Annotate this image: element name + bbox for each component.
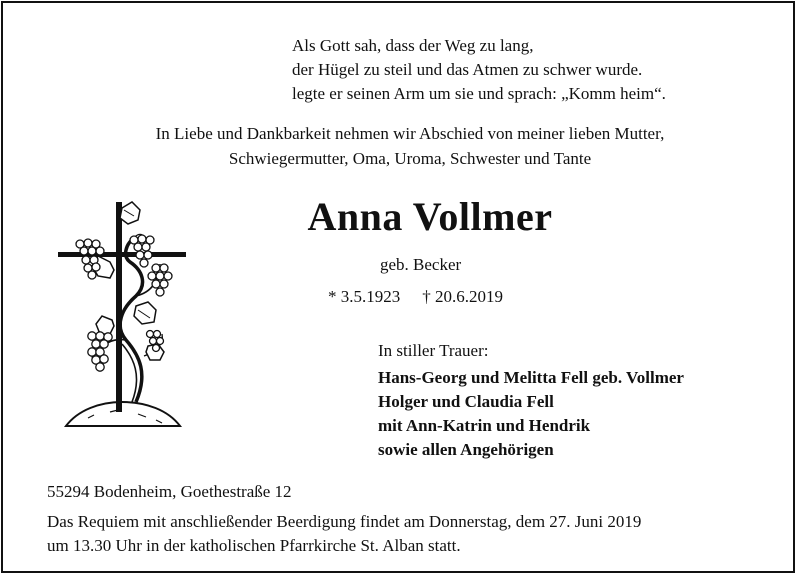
death-date: † 20.6.2019 — [422, 287, 503, 306]
address: 55294 Bodenheim, Goethestraße 12 — [47, 482, 292, 501]
poem — [292, 34, 666, 106]
requiem-line: um 13.30 Uhr in der katholischen Pfarrkirche St. Alban statt. — [47, 536, 461, 555]
birth-date: * 3.5.1923 — [328, 287, 401, 306]
mourners-list — [378, 366, 684, 462]
birth-name: geb. Becker — [380, 255, 462, 274]
requiem-line: Das Requiem mit anschließender Beerdigung findet am Donnerstag, dem 27. Juni 2019 — [47, 512, 642, 531]
poem-line: der Hügel zu steil und das Atmen zu schwer wurde. — [292, 60, 643, 79]
mourner-line: mit Ann-Katrin und Hendrik — [378, 416, 591, 435]
farewell-line: In Liebe und Dankbarkeit nehmen wir Abschied von meiner lieben Mutter, — [155, 124, 665, 143]
requiem-notice — [47, 510, 641, 558]
mourning-label: In stiller Trauer: — [378, 341, 489, 360]
poem-line: Als Gott sah, dass der Weg zu lang, — [292, 36, 534, 55]
deceased-name: Anna Vollmer — [307, 194, 553, 239]
life-dates — [328, 286, 503, 308]
farewell-text — [100, 121, 720, 171]
mourner-line: sowie allen Angehörigen — [378, 440, 554, 459]
farewell-line: Schwiegermutter, Oma, Uroma, Schwester und Tante — [228, 149, 592, 168]
cross-with-grapevine-icon — [52, 196, 192, 430]
mourner-line: Hans-Georg und Melitta Fell geb. Vollmer — [378, 368, 684, 387]
mourner-line: Holger und Claudia Fell — [378, 392, 554, 411]
poem-line: legte er seinen Arm um sie und sprach: „Komm heim“. — [292, 84, 666, 103]
